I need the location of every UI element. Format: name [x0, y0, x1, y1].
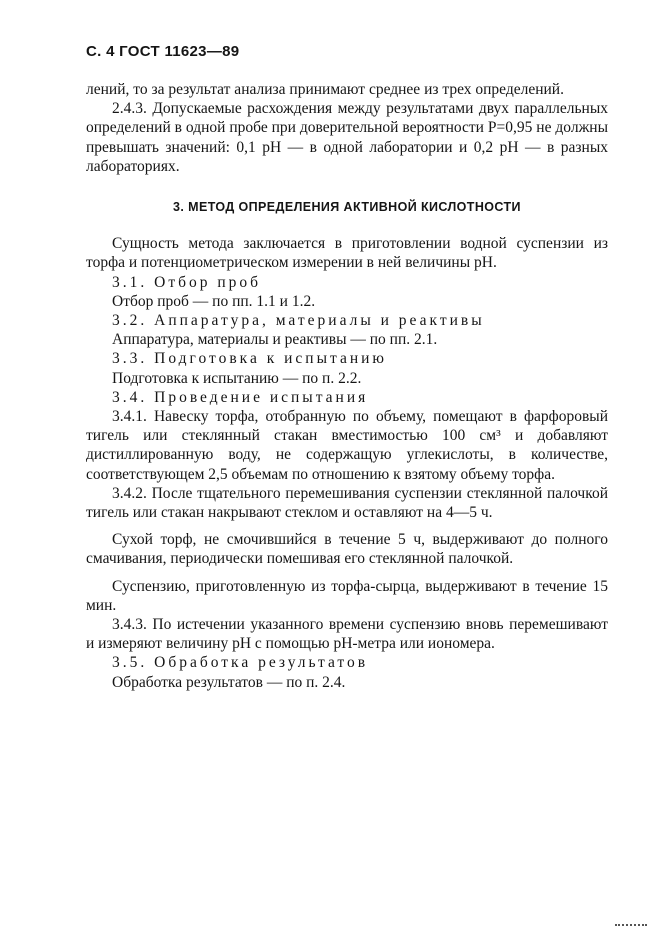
subsection-3-1-text: Отбор проб — по пп. 1.1 и 1.2. — [112, 292, 316, 310]
subsection-3-5-title: 3.5. Обработка результатов — [112, 654, 369, 672]
paragraph-3-4-1: 3.4.1. Навеску торфа, отобранную по объему, помещают в фарфоровый тигель или стеклянный стакан вместимостью 100 см³ и добавляют дистиллированную воду, не содержащую углекислоты, в количестве, соответствующем 2,5 объемам по отношению к взятому объему торфа. — [86, 408, 608, 483]
paragraph-3-4-3: 3.4.3. По истечении указанного времени суспензию вновь перемешивают и измеряют величину pH с помощью pH-метра или иономера. — [86, 616, 608, 653]
subsection-3-5-text: Обработка результатов — по п. 2.4. — [112, 673, 346, 691]
subsection-3-2-title: 3.2. Аппаратура, материалы и реактивы — [112, 312, 485, 330]
subsection-3-3-text: Подготовка к испытанию — по п. 2.2. — [112, 369, 362, 387]
body-text — [86, 80, 608, 692]
subsection-3-2-text: Аппаратура, материалы и реактивы — по пп. 2.1. — [112, 331, 438, 349]
scan-corner-mark — [615, 924, 647, 926]
subsection-3-4-title: 3.4. Проведение испытания — [112, 388, 369, 406]
subsection-3-1-title: 3.1. Отбор проб — [112, 273, 262, 291]
paragraph-raw-peat: Суспензию, приготовленную из торфа-сырца, выдерживают в течение 15 мин. — [86, 577, 608, 614]
paragraph-3-4-2: 3.4.2. После тщательного перемешивания суспензии стеклянной палочкой тигель или стакан накрывают стеклом и оставляют на 4—5 ч. — [86, 484, 608, 522]
paragraph-dry-peat: Сухой торф, не смочившийся в течение 5 ч, выдерживают до полного смачивания, периодически помешивая его стеклянной палочкой. — [86, 531, 608, 568]
section-3-intro: Сущность метода заключается в приготовлении водной суспензии из торфа и потенциометрическом измерении в ней величины pH. — [86, 235, 608, 272]
section-3-heading: 3. МЕТОД ОПРЕДЕЛЕНИЯ АКТИВНОЙ КИСЛОТНОСТИ — [173, 200, 521, 215]
paragraph-continuation: лений, то за результат анализа принимают среднее из трех определений. — [86, 81, 564, 98]
subsection-3-3-title: 3.3. Подготовка к испытанию — [112, 350, 388, 368]
running-header: С. 4 ГОСТ 11623—89 — [86, 43, 240, 60]
paragraph-2-4-3: 2.4.3. Допускаемые расхождения между результатами двух параллельных определений в одной пробе при доверительной вероятности P=0,95 не должны превышать значений: 0,1 pH — в одной лаборатории и 0,2 pH — в разных лабораториях. — [86, 100, 608, 175]
